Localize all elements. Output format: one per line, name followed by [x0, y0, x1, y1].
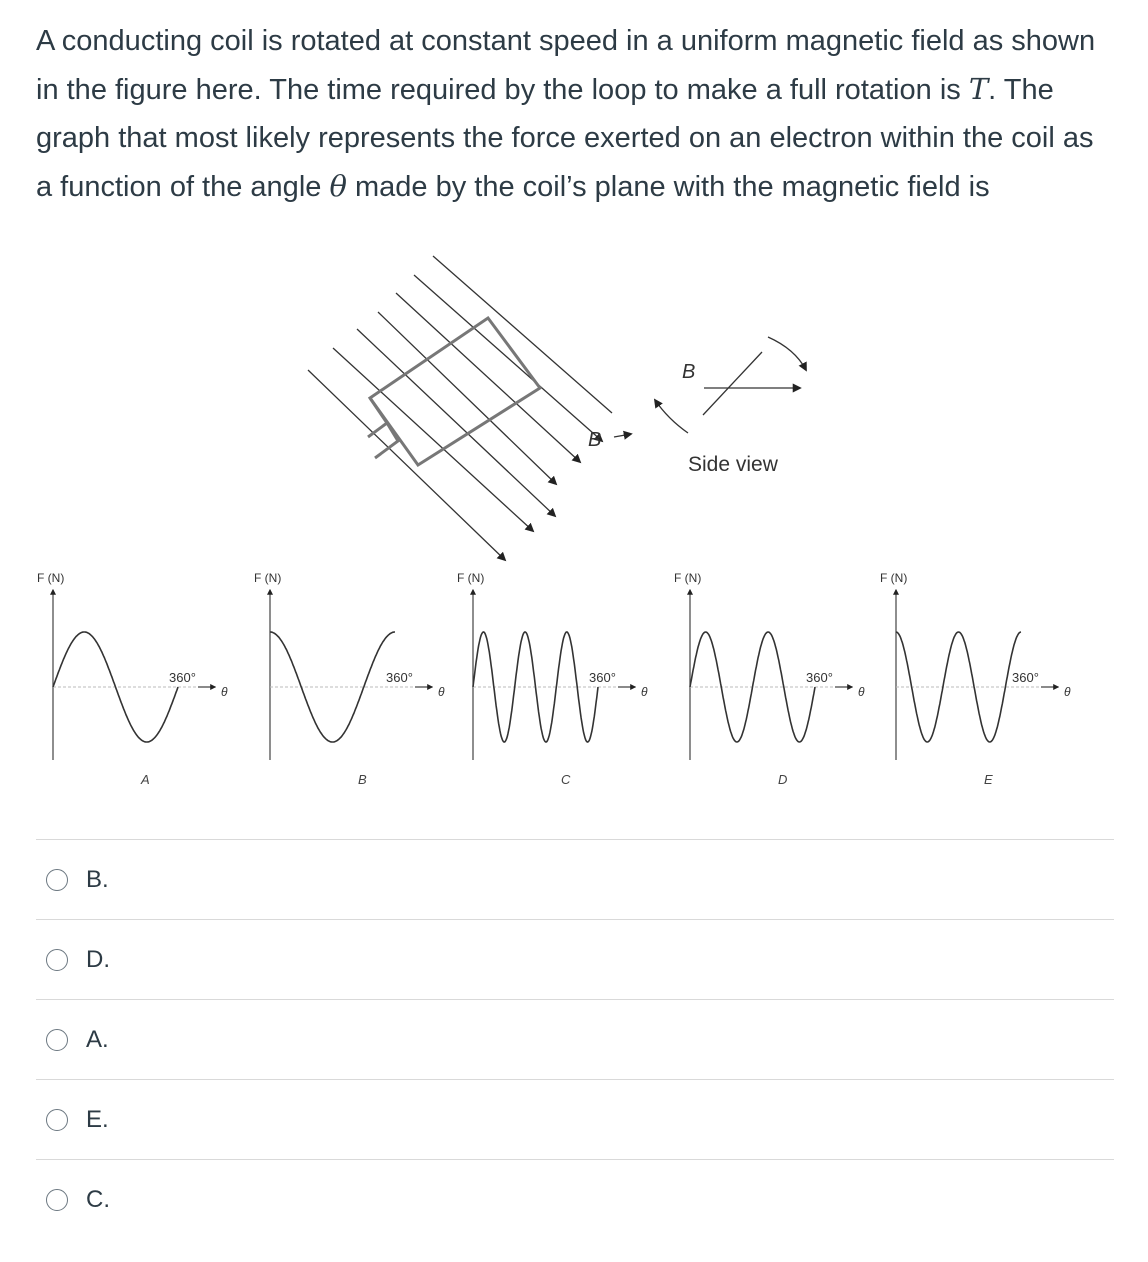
graph-y-label: F (N) — [37, 571, 65, 585]
rotation-arrow — [768, 337, 806, 370]
graph-y-label: F (N) — [457, 571, 485, 585]
radio-button[interactable] — [46, 949, 68, 971]
answer-option[interactable] — [36, 999, 1114, 1079]
answer-label: B. — [86, 865, 109, 893]
answer-option[interactable] — [36, 1079, 1114, 1159]
graph-y-label: F (N) — [880, 571, 908, 585]
side-view-coil-edge — [703, 352, 762, 415]
graph-y-label: F (N) — [254, 571, 282, 585]
answer-graphs — [37, 571, 1071, 787]
field-line — [333, 348, 533, 531]
answer-label: E. — [86, 1105, 109, 1133]
graph-letter: E — [984, 772, 993, 787]
answer-option[interactable] — [36, 919, 1114, 999]
radio-button[interactable] — [46, 869, 68, 891]
graph-letter: C — [561, 772, 571, 787]
graph-y-label: F (N) — [674, 571, 702, 585]
field-label: B — [588, 429, 602, 451]
question-part2: . The graph that most likely represents the force exerted on an electron within the coil as a function of the angle — [36, 74, 1094, 203]
figure-svg — [0, 250, 1148, 810]
rotation-arrow — [655, 400, 688, 433]
side-view-diagram — [655, 337, 806, 433]
magnetic-field-lines — [308, 256, 612, 560]
graph-tick-label: 360° — [1012, 670, 1039, 685]
answer-option[interactable] — [36, 839, 1114, 919]
question-text — [36, 17, 1116, 211]
graph-tick-label: 360° — [169, 670, 196, 685]
graph-x-label: θ — [858, 685, 865, 699]
graph-letter: D — [778, 772, 788, 787]
graph-x-label: θ — [438, 685, 445, 699]
answer-label: D. — [86, 945, 110, 973]
graph-letter: A — [141, 772, 150, 787]
period-symbol: T — [968, 72, 989, 106]
question-part3: made by the coil’s plane with the magnetic field is — [346, 171, 990, 203]
radio-button[interactable] — [46, 1109, 68, 1131]
field-line — [308, 370, 505, 560]
question-part1: A conducting coil is rotated at constant speed in a uniform magnetic field as shown in the figure here. The time required by the loop to make a full rotation is — [36, 25, 1096, 106]
graph-tick-label: 360° — [806, 670, 833, 685]
side-view-caption: Side view — [688, 453, 778, 476]
field-label-arrow — [614, 434, 631, 437]
field-line — [414, 275, 602, 441]
radio-button[interactable] — [46, 1189, 68, 1211]
answer-label: A. — [86, 1025, 109, 1053]
field-line — [378, 312, 556, 484]
graph-letter: B — [358, 772, 367, 787]
graph-x-label: θ — [221, 685, 228, 699]
graph-tick-label: 360° — [589, 670, 616, 685]
answer-list — [36, 839, 1114, 1239]
radio-button[interactable] — [46, 1029, 68, 1051]
angle-symbol: θ — [329, 169, 347, 203]
question-figure — [0, 250, 1148, 810]
field-line — [433, 256, 612, 413]
side-view-field-label: B — [682, 361, 696, 383]
answer-option[interactable] — [36, 1159, 1114, 1239]
graph-x-label: θ — [1064, 685, 1071, 699]
graph-x-label: θ — [641, 685, 648, 699]
graph-tick-label: 360° — [386, 670, 413, 685]
answer-label: C. — [86, 1185, 110, 1213]
